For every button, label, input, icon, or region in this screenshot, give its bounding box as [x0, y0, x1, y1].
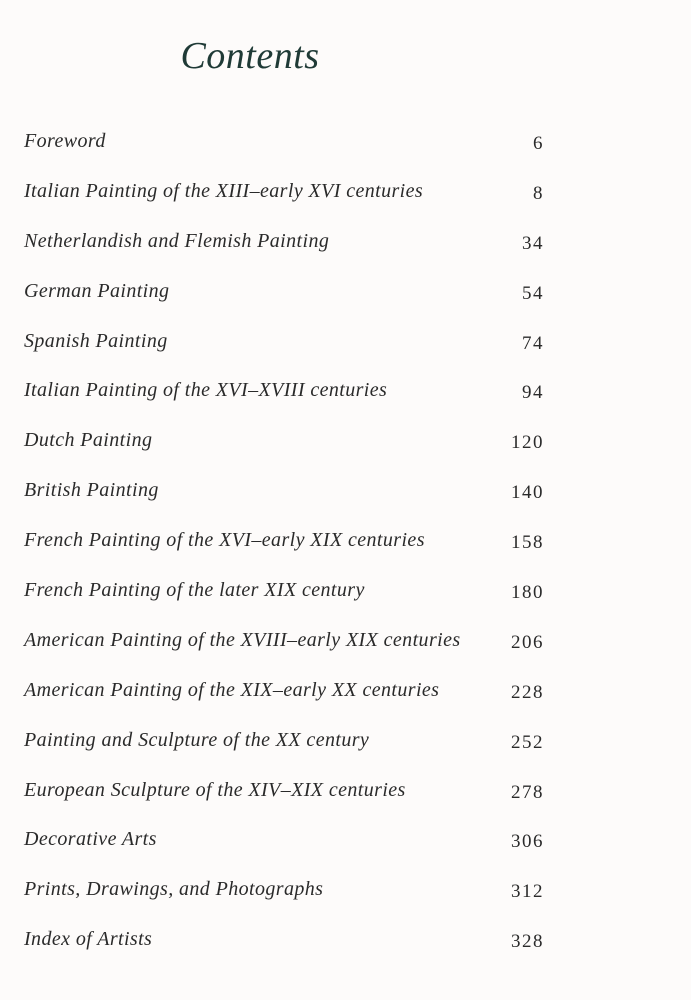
toc-entry[interactable]: [24, 723, 544, 773]
toc-entry[interactable]: [24, 324, 544, 374]
page-title: Contents: [180, 35, 320, 77]
toc-entry-title: French Painting of the XVI–early XIX centuries: [24, 529, 425, 552]
toc-entry-page: 8: [533, 182, 544, 204]
toc-entry-page: 94: [522, 382, 544, 404]
toc-entry[interactable]: [24, 274, 544, 324]
toc-entry-page: 206: [511, 631, 544, 653]
toc-entry-page: 140: [511, 482, 544, 504]
toc-entry-page: 120: [511, 432, 544, 454]
toc-entry-page: 312: [511, 881, 544, 903]
toc-entry-title: Painting and Sculpture of the XX century: [24, 728, 370, 751]
toc-entry[interactable]: [24, 423, 544, 473]
toc-entry-title: American Painting of the XIX–early XX centuries: [24, 678, 440, 701]
toc-entry-page: 306: [511, 831, 544, 853]
toc-entry-title: Dutch Painting: [24, 429, 153, 452]
toc-entry[interactable]: [24, 473, 544, 523]
toc-entry-page: 278: [511, 781, 544, 803]
toc-entry-page: 34: [522, 232, 544, 254]
toc-entry[interactable]: [24, 373, 544, 423]
toc-entry-title: Prints, Drawings, and Photographs: [24, 878, 324, 901]
toc-entry-title: Netherlandish and Flemish Painting: [24, 229, 330, 252]
toc-entry-title: Italian Painting of the XIII–early XVI centuries: [24, 179, 424, 202]
toc-entry-page: 328: [511, 931, 544, 953]
toc-entry-title: American Painting of the XVIII–early XIX centuries: [24, 628, 461, 651]
toc-entry[interactable]: [24, 773, 544, 823]
toc-entry[interactable]: [24, 523, 544, 573]
toc-entry[interactable]: [24, 673, 544, 723]
toc-entry[interactable]: [24, 922, 544, 972]
toc-entry-title: Spanish Painting: [24, 329, 168, 352]
toc-entry[interactable]: [24, 573, 544, 623]
toc-entry-title: Foreword: [24, 130, 106, 152]
toc-entry-page: 54: [522, 282, 544, 304]
toc-entry-page: 158: [511, 532, 544, 554]
toc-entry-title: Index of Artists: [24, 928, 153, 951]
toc-entry-page: 180: [511, 582, 544, 604]
toc-entry[interactable]: [24, 623, 544, 673]
toc-entry-page: 228: [511, 681, 544, 703]
toc-entry[interactable]: [24, 124, 544, 174]
toc-entry-title: German Painting: [24, 279, 170, 302]
toc-entry-page: 74: [522, 332, 544, 354]
toc-entry[interactable]: [24, 174, 544, 224]
toc-entry-title: French Painting of the later XIX century: [24, 579, 365, 602]
toc-entry-title: Italian Painting of the XVI–XVIII centuries: [24, 379, 388, 402]
toc-entry-title: Decorative Arts: [24, 828, 157, 851]
toc-entry-title: British Painting: [24, 479, 159, 502]
toc-entry[interactable]: [24, 872, 544, 922]
toc-entry-title: European Sculpture of the XIV–XIX centuries: [24, 778, 406, 801]
table-of-contents: [24, 124, 544, 972]
toc-entry-page: 252: [511, 731, 544, 753]
toc-entry[interactable]: [24, 822, 544, 872]
toc-entry[interactable]: [24, 224, 544, 274]
toc-entry-page: 6: [533, 133, 544, 154]
